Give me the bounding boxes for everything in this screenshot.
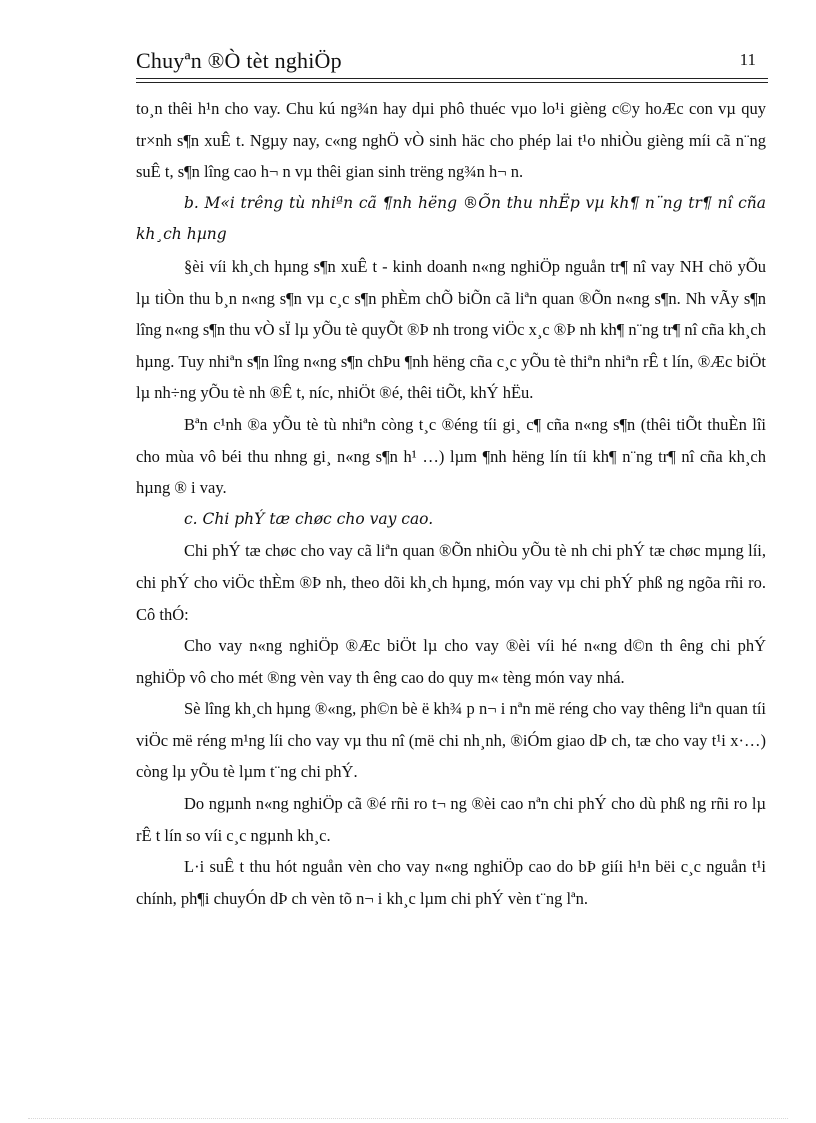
paragraph-continuation: to¸n thêi h¹n cho vay. Chu kú ng¾n hay dµi phô thuéc vµo lo¹i gièng c©y hoÆc con vµ quy tr×nh s¶n xuÊ t. Ngµy nay, c«ng nghÖ vÒ sinh häc cho phép lai t¹o nhiÒu gièng míi cã n¨ng suÊ t, s¶n lîng cao h¬ n vµ thêi gian sinh trëng ng¾n h¬ n. bbox=[136, 99, 766, 182]
subheading-b: b. M«i trêng tù nhiªn cã ¶nh hëng ®Õn thu nhËp vµ kh¶ n¨ng tr¶ nî cña kh¸ch hµng bbox=[136, 193, 766, 244]
header-rule-thick bbox=[136, 78, 768, 79]
paragraph: Bªn c¹nh ®a yÕu tè tù nhiªn còng t¸c ®éng tíi gi¸ c¶ cña n«ng s¶n (thêi tiÕt thuÈn lîi cho mùa vô béi thu nhng gi¸ n«ng s¶n h¹ …) lµm ¶nh hëng lín tíi kh¶ n¨ng tr¶ nî cña kh¸ch hµng ® i vay. bbox=[136, 414, 766, 498]
page-number: 11 bbox=[739, 50, 756, 69]
header-title: Chuyªn ®Ò tèt nghiÖp bbox=[136, 48, 342, 73]
paragraph: §èi víi kh¸ch hµng s¶n xuÊ t - kinh doanh n«ng nghiÖp nguån tr¶ nî vay NH chö yÕu lµ tiÒn thu b¸n n«ng s¶n vµ c¸c s¶n phÈm chÕ biÕn cã liªn quan ®Õn n«ng s¶n. Nh vÃy s¶n lîng n«ng s¶n thu vÒ sÏ lµ yÕu tè quyÕt ®Þ nh trong viÖc x¸c ®Þ nh kh¶ n¨ng tr¶ nî cña kh¸ch hµng. Tuy nhiªn s¶n lîng n«ng s¶n chÞu ¶nh hëng cña c¸c yÕu tè thiªn nhiªn rÊ t lín, ®Æc biÖt lµ nh÷ng yÕu tè nh ®Ê t, níc, nhiÖt ®é, thêi tiÕt, khÝ hËu. bbox=[136, 256, 766, 403]
paragraph: Chi phÝ tæ chøc cho vay cã liªn quan ®Õn nhiÒu yÕu tè nh chi phÝ tæ chøc mµng líi, chi phÝ cho viÖc thÈm ®Þ nh, theo dõi kh¸ch hµng, món vay vµ chi phÝ phß ng ngõa rñi ro. Cô thÓ: bbox=[136, 541, 766, 624]
paragraph: L·i suÊ t thu hót nguån vèn cho vay n«ng nghiÖp cao do bÞ giíi h¹n bëi c¸c nguån t¹i chính, ph¶i chuyÓn dÞ ch vèn tõ n¬ i kh¸c lµm chi phÝ vèn t¨ng lªn. bbox=[136, 857, 766, 908]
paragraph: Sè lîng kh¸ch hµng ®«ng, ph©n bè ë kh¾ p n¬ i nªn më réng cho vay thêng liªn quan tíi viÖc më réng m¹ng líi cho vay vµ thu nî (më chi nh¸nh, ®iÓm giao dÞ ch, tæ cho vay t¹i x·…) còng lµ yÕu tè lµm t¨ng chi phÝ. bbox=[136, 699, 766, 782]
paragraph: Do ngµnh n«ng nghiÖp cã ®é rñi ro t¬ ng ®èi cao nªn chi phÝ cho dù phß ng rñi ro lµ rÊ t lín so víi c¸c ngµnh kh¸c. bbox=[136, 794, 766, 845]
page-header bbox=[136, 46, 756, 78]
body-text bbox=[136, 93, 766, 914]
subheading-c: c. Chi phÝ tæ chøc cho vay cao. bbox=[184, 509, 434, 528]
paragraph: Cho vay n«ng nghiÖp ®Æc biÖt lµ cho vay ®èi víi hé n«ng d©n th êng chi phÝ nghiÖp vô cho mét ®ng vèn vay th êng cao do quy m« tèng món vay nhá. bbox=[136, 636, 766, 687]
page-bottom-border bbox=[28, 1118, 788, 1119]
header-rule-thin bbox=[136, 82, 768, 83]
